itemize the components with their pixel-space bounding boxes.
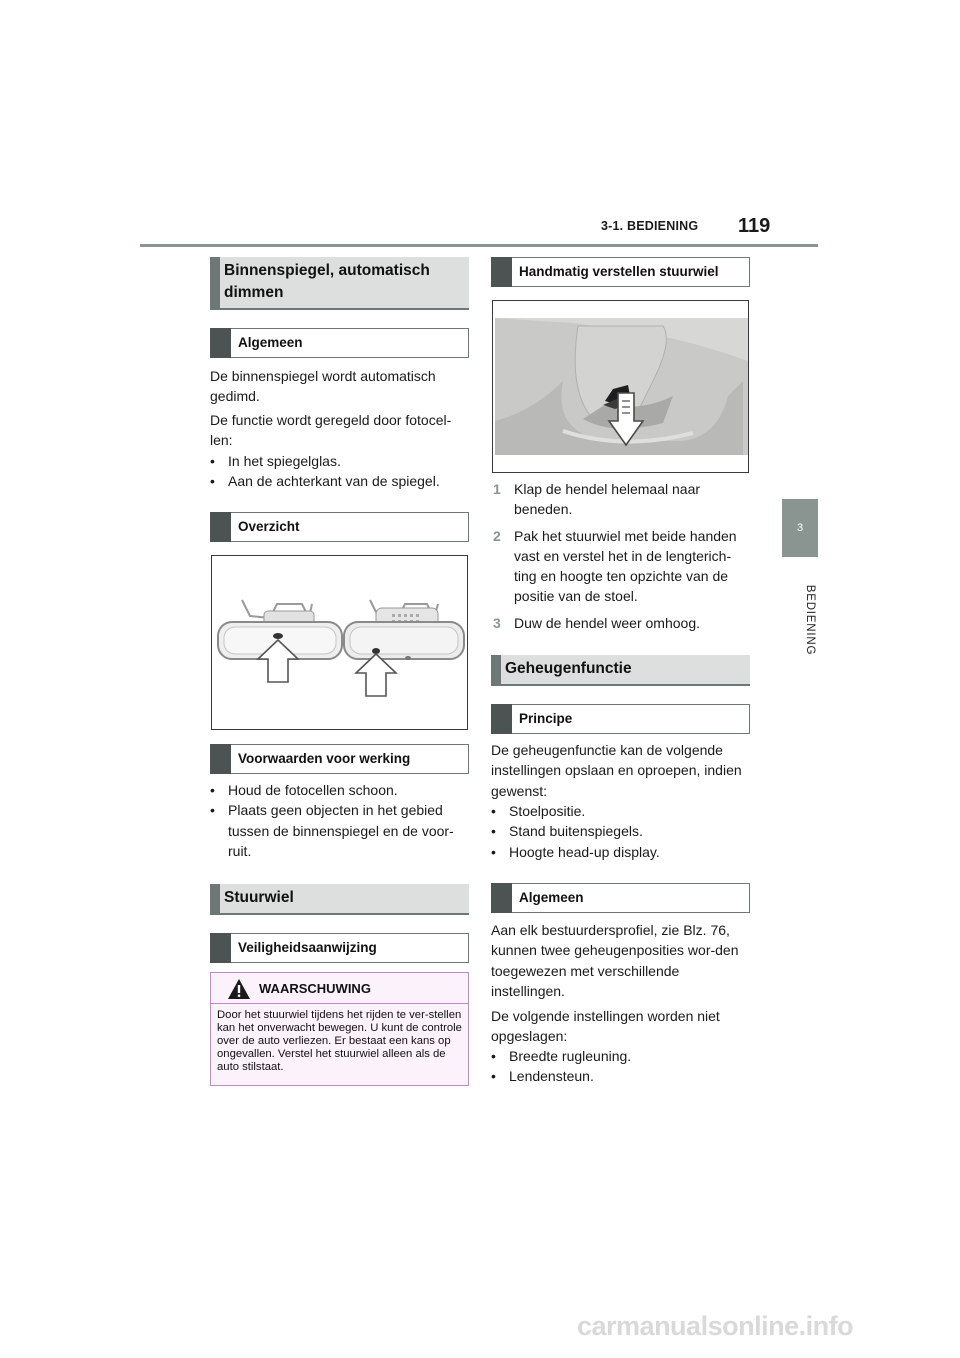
step-text: Klap de hendel helemaal naar beneden. <box>514 481 701 518</box>
page-number: 119 <box>738 215 771 237</box>
heading-stuurwiel-text: Stuurwiel <box>224 889 294 906</box>
steps-list <box>493 479 748 633</box>
subheading-algemeen-right-text: Algemeen <box>519 890 584 905</box>
heading-stuurwiel <box>210 884 469 915</box>
subheading-algemeen-right <box>491 883 750 913</box>
list-item-text: Lendensteun. <box>509 1068 594 1085</box>
heading-binnenspiegel <box>210 257 469 310</box>
list-item-text: In het spiegelglas. <box>228 453 341 469</box>
step-text: Pak het stuurwiel met beide handen vast en verstel het in de lengterich-ting en hoogte ten opzichte van de positie van de stoel. <box>514 527 737 605</box>
steering-lever-photo <box>492 300 749 473</box>
bullet: • <box>491 823 496 840</box>
paragraph-auto-dim: De binnenspiegel wordt automatisch gedimd. <box>210 368 436 405</box>
subheading-algemeen-left-text: Algemeen <box>238 335 303 350</box>
heading-geheugenfunctie <box>491 655 750 686</box>
list-item-text: Plaats geen objecten in het gebied tussen de binnenspiegel en de voor-ruit. <box>228 802 454 859</box>
step-item <box>493 526 748 607</box>
heading-bar <box>491 655 501 686</box>
list-item <box>491 1066 749 1086</box>
warning-triangle-icon <box>227 978 251 1000</box>
subheading-bar <box>210 328 231 358</box>
list-item-text: Hoogte head-up display. <box>509 843 660 860</box>
subheading-bar <box>210 744 231 774</box>
paragraph-profiles <box>491 920 746 1001</box>
list-item-text: Breedte rugleuning. <box>509 1048 632 1064</box>
list-photocells <box>210 451 468 492</box>
subheading-bar <box>210 512 231 542</box>
step-number: 3 <box>493 614 501 631</box>
list-item <box>210 451 468 471</box>
list-conditions <box>210 780 468 861</box>
running-header-section: 3-1. BEDIENING <box>601 219 699 233</box>
bullet: • <box>210 782 215 798</box>
subheading-bar <box>491 883 512 913</box>
bullet: • <box>210 802 215 819</box>
watermark: carmanualsonline.info <box>577 1311 854 1341</box>
warning-header <box>211 973 468 1004</box>
bullet: • <box>491 803 496 819</box>
bullet: • <box>491 1068 496 1085</box>
bullet: • <box>491 1048 496 1064</box>
list-item <box>210 780 468 800</box>
list-item-text: Aan de achterkant van de spiegel. <box>228 473 440 490</box>
subheading-voorwaarden-text: Voorwaarden voor werking <box>238 751 411 766</box>
list-item <box>210 800 468 861</box>
subheading-handmatig-text: Handmatig verstellen stuurwiel <box>519 264 719 279</box>
chapter-side-label-text: BEDIENING <box>804 584 816 656</box>
subheading-bar <box>210 933 231 963</box>
subheading-algemeen-left <box>210 328 469 358</box>
paragraph-not-saved: De volgende instellingen worden niet opgeslagen: <box>491 1008 720 1045</box>
step-number: 2 <box>493 527 501 544</box>
warning-title: WAARSCHUWING <box>259 981 371 996</box>
bullet: • <box>491 843 496 860</box>
mirror-drawing <box>212 556 468 730</box>
paragraph-profiles-text: Aan elk bestuurdersprofiel, zie Blz. 76, kunnen twee geheugenposities wor-den toegewezen met verschillende instellingen. <box>491 922 739 999</box>
list-item-text: Stoelpositie. <box>509 803 586 819</box>
subheading-veiligheid <box>210 933 469 963</box>
subheading-bar <box>491 704 512 734</box>
list-item <box>491 1046 749 1066</box>
list-item <box>491 821 749 841</box>
list-item <box>491 842 749 862</box>
subheading-overzicht-text: Overzicht <box>238 519 300 534</box>
warning-text: Door het stuurwiel tijdens het rijden te ver-stellen kan het onverwacht bewegen. U kunt de controle over de auto verliezen. Er bestaat een kans op ongevallen. Verstel het stuurwiel alleen als de auto stilstaat. <box>217 1009 462 1073</box>
step-item <box>493 479 748 520</box>
step-item <box>493 613 748 633</box>
paragraph-photocell: De functie wordt geregeld door fotocel-len: <box>210 412 452 449</box>
list-item <box>210 471 468 491</box>
bullet: • <box>210 453 215 469</box>
subheading-principe <box>491 704 750 734</box>
paragraph-memory: De geheugenfunctie kan de volgende instellingen opslaan en oproepen, indien gewenst: <box>491 742 742 799</box>
subheading-principe-text: Principe <box>519 711 573 726</box>
subheading-voorwaarden <box>210 744 469 774</box>
chapter-tab: 3 <box>782 499 818 557</box>
heading-bar <box>210 884 220 915</box>
subheading-overzicht <box>210 512 469 542</box>
list-not-saved <box>491 1046 749 1087</box>
list-memory <box>491 801 749 862</box>
list-item-text: Houd de fotocellen schoon. <box>228 782 398 798</box>
step-text: Duw de hendel weer omhoog. <box>514 614 701 631</box>
list-item <box>491 801 749 821</box>
bullet: • <box>210 473 215 490</box>
step-number: 1 <box>493 481 501 497</box>
warning-box <box>210 972 469 1086</box>
steering-lever-drawing <box>493 301 749 473</box>
heading-bar <box>210 257 220 310</box>
list-item-text: Stand buitenspiegels. <box>509 823 643 840</box>
subheading-veiligheid-text: Veiligheidsaanwijzing <box>238 940 377 955</box>
heading-binnenspiegel-text: Binnenspiegel, automatisch dimmen <box>224 262 430 301</box>
chapter-side-label <box>800 566 814 676</box>
mirror-illustration <box>211 555 468 730</box>
subheading-handmatig <box>491 257 750 287</box>
header-rule <box>140 244 818 247</box>
subheading-bar <box>491 257 512 287</box>
heading-geheugenfunctie-text: Geheugenfunctie <box>505 660 632 677</box>
